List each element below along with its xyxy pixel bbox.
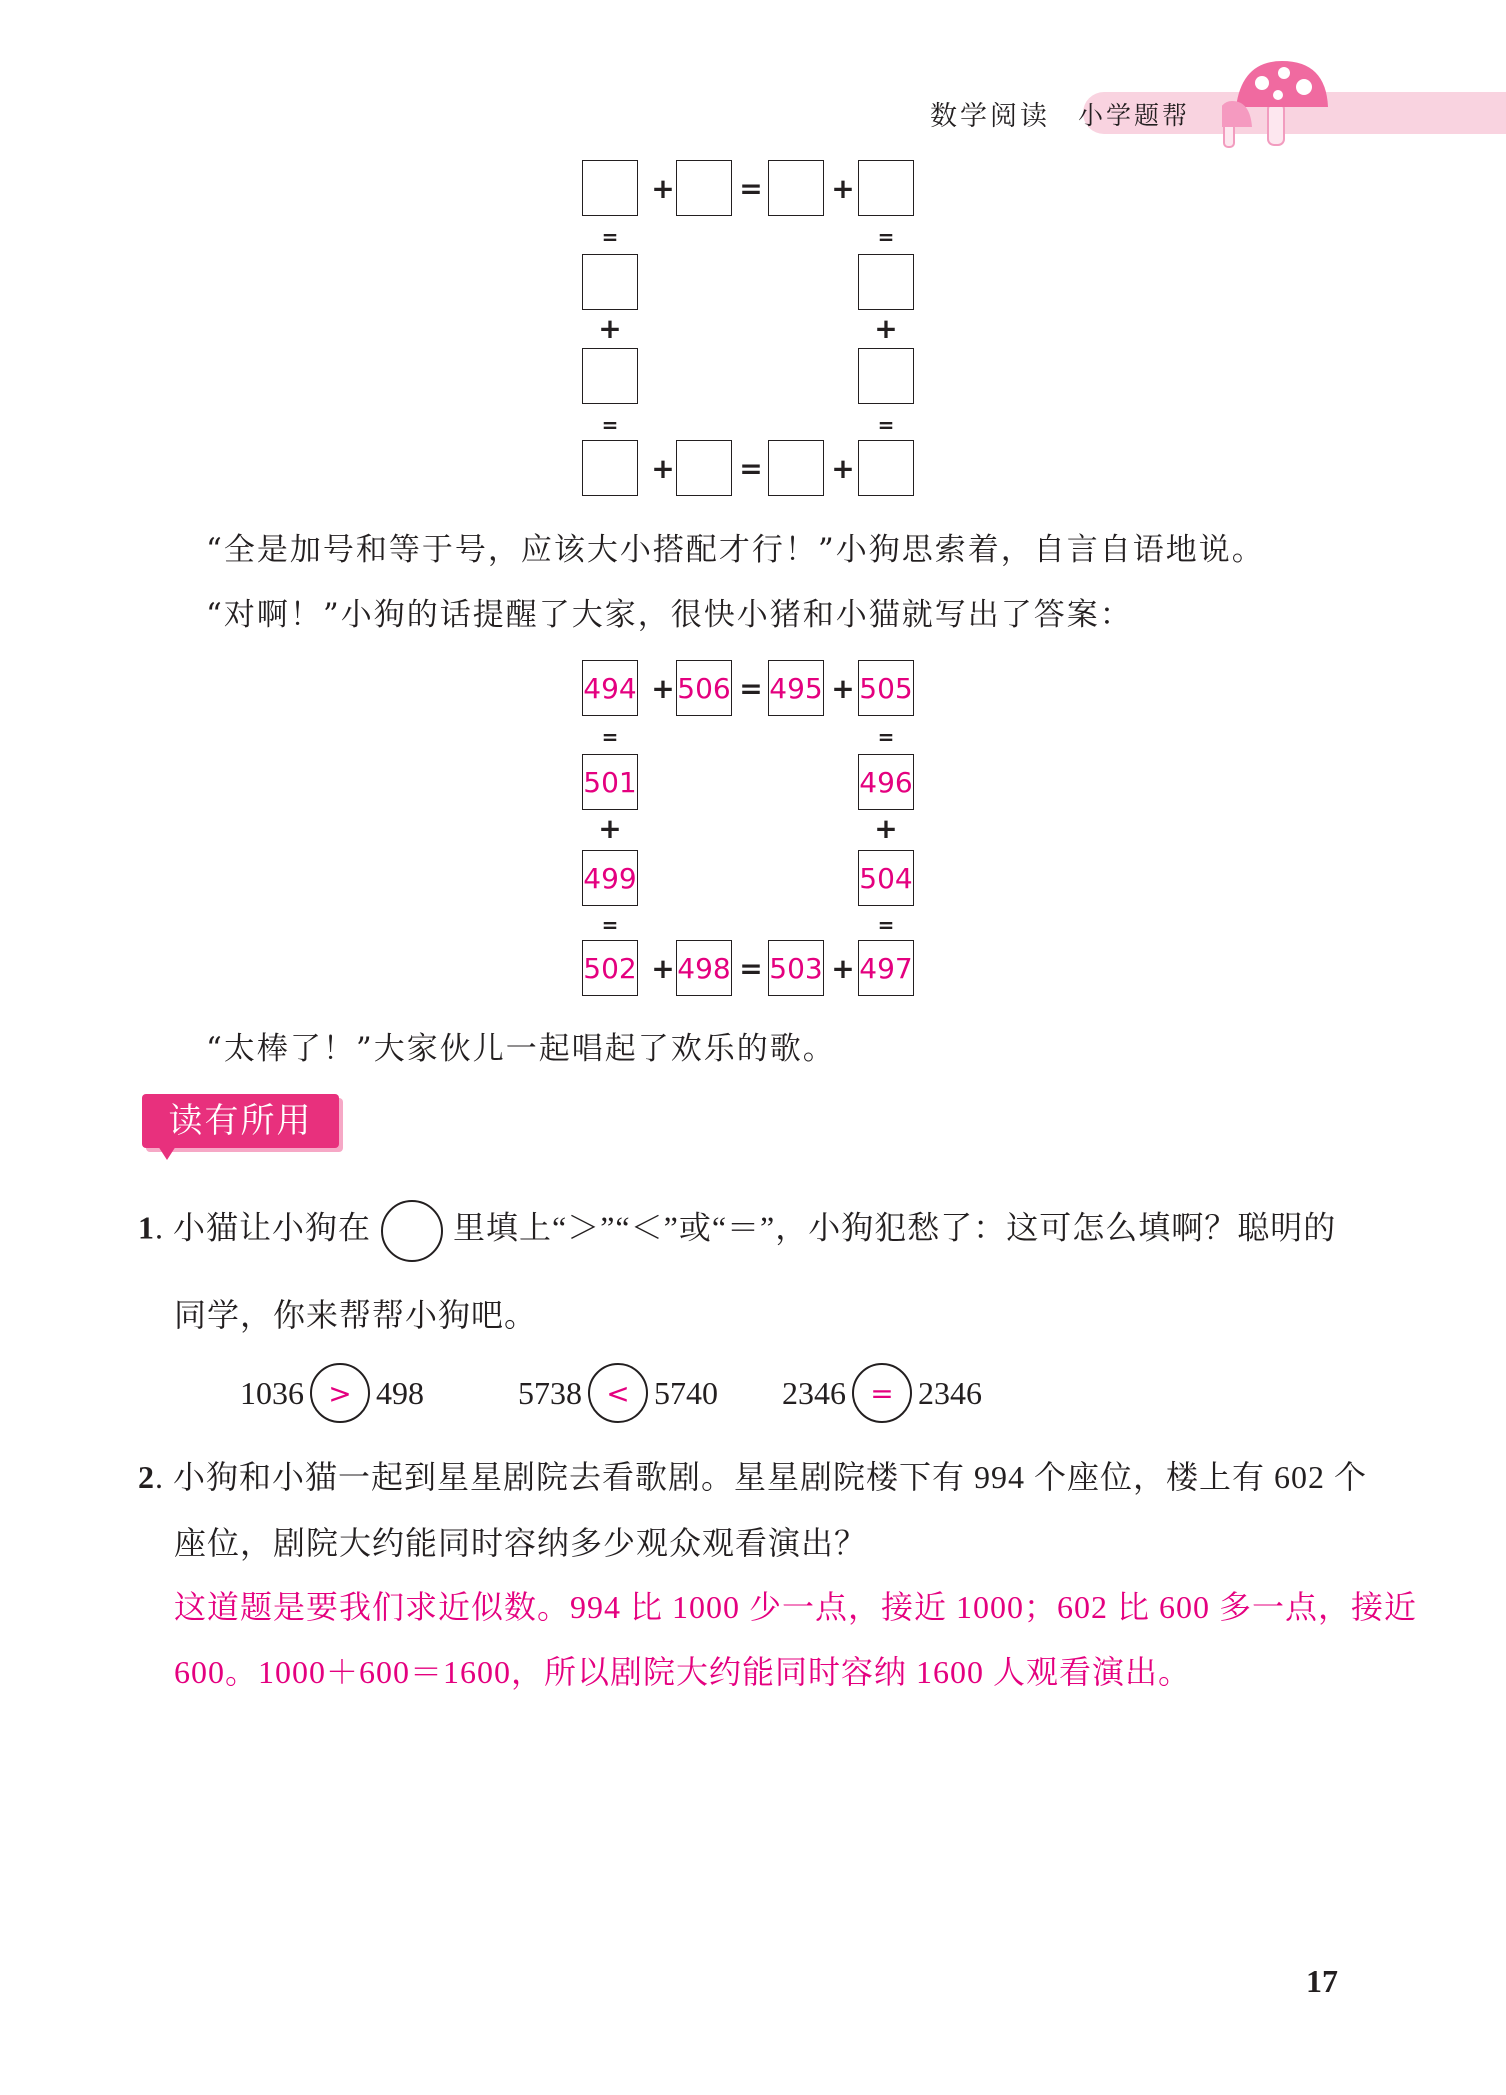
page-number: 17	[1306, 1963, 1338, 1999]
answer-box-top-3: 495	[768, 660, 824, 716]
comparison-left: 1036	[240, 1374, 304, 1411]
answer-box-right-1: 496	[858, 754, 914, 810]
comparison-circle[interactable]: <	[588, 1363, 648, 1423]
puzzle-box-right-2[interactable]	[858, 348, 914, 404]
equals-sign: =	[739, 451, 763, 485]
question-1-text-a: 小猫让小狗在	[173, 1209, 372, 1246]
equals-vertical: =	[877, 225, 895, 249]
puzzle-box-top-3[interactable]	[768, 160, 824, 216]
question-1-number: 1	[138, 1209, 155, 1246]
plus-sign: +	[831, 671, 855, 705]
answer-box-bottom-3: 503	[768, 940, 824, 996]
blank-circle-icon	[381, 1200, 443, 1262]
comparison-left: 5738	[518, 1374, 582, 1411]
answer-box-top-1: 494	[582, 660, 638, 716]
comparison-circle[interactable]: >	[310, 1363, 370, 1423]
puzzle-box-left-1[interactable]	[582, 254, 638, 310]
section-title: 读有所用	[168, 1101, 313, 1141]
answer-box-left-1: 501	[582, 754, 638, 810]
plus-sign: +	[651, 451, 675, 485]
story-line-1: “全是加号和等于号，应该大小搭配才行！”小狗思索着，自言自语地说。	[206, 532, 1265, 568]
plus-sign: +	[831, 451, 855, 485]
question-1-line-2: 同学，你来帮帮小狗吧。	[174, 1297, 538, 1333]
section-tag-tail	[158, 1146, 176, 1160]
story-line-3: “太棒了！”大家伙儿一起唱起了欢乐的歌。	[206, 1031, 836, 1067]
equals-vertical: =	[877, 725, 895, 749]
plus-sign: +	[874, 811, 898, 845]
comparison-left: 2346	[782, 1374, 846, 1411]
plus-sign: +	[651, 951, 675, 985]
equals-sign: =	[739, 951, 763, 985]
question-2-text-a: 小狗和小猫一起到星星剧院去看歌剧。星星剧院楼下有 994 个座位，楼上有 602 个	[173, 1459, 1368, 1495]
mushroom-icon	[1222, 55, 1342, 155]
equals-vertical: =	[601, 225, 619, 249]
puzzle-box-top-4[interactable]	[858, 160, 914, 216]
puzzle-box-bottom-3[interactable]	[768, 440, 824, 496]
book-title: 数学阅读	[930, 101, 1050, 132]
answer-box-bottom-1: 502	[582, 940, 638, 996]
answer-box-bottom-2: 498	[676, 940, 732, 996]
equals-vertical: =	[601, 413, 619, 437]
puzzle-box-top-1[interactable]	[582, 160, 638, 216]
comparison-right: 2346	[918, 1374, 982, 1411]
puzzle-box-bottom-4[interactable]	[858, 440, 914, 496]
puzzle-box-bottom-1[interactable]	[582, 440, 638, 496]
answer-box-top-2: 506	[676, 660, 732, 716]
plus-sign: +	[874, 311, 898, 345]
puzzle-box-top-2[interactable]	[676, 160, 732, 216]
question-2-line-2: 座位，剧院大约能同时容纳多少观众观看演出？	[174, 1525, 868, 1561]
question-2-number: 2	[138, 1459, 155, 1495]
comparison-right: 498	[376, 1374, 424, 1411]
story-line-2: “对啊！”小狗的话提醒了大家，很快小猪和小猫就写出了答案：	[206, 597, 1133, 633]
plus-sign: +	[598, 311, 622, 345]
question-dot: .	[155, 1459, 173, 1495]
puzzle-box-left-2[interactable]	[582, 348, 638, 404]
plus-sign: +	[651, 671, 675, 705]
question-1-line-1	[138, 1200, 1336, 1262]
series-title: 小学题帮	[1078, 101, 1191, 130]
question-1-text-b: 里填上“＞”“＜”或“＝”，小狗犯愁了：这可怎么填啊？聪明的	[453, 1209, 1337, 1246]
answer-box-left-2: 499	[582, 850, 638, 906]
plus-sign: +	[598, 811, 622, 845]
puzzle-box-bottom-2[interactable]	[676, 440, 732, 496]
plus-sign: +	[651, 171, 675, 205]
comparison-1	[240, 1358, 424, 1428]
equals-sign: =	[739, 671, 763, 705]
equals-vertical: =	[877, 913, 895, 937]
answer-box-top-4: 505	[858, 660, 914, 716]
plus-sign: +	[831, 951, 855, 985]
equals-sign: =	[739, 171, 763, 205]
equals-vertical: =	[601, 913, 619, 937]
comparison-3	[782, 1358, 982, 1428]
equals-vertical: =	[877, 413, 895, 437]
answer-line-1: 这道题是要我们求近似数。994 比 1000 少一点，接近 1000；602 比 600 多一点，接近	[174, 1589, 1418, 1625]
comparison-circle[interactable]: =	[852, 1363, 912, 1423]
equals-vertical: =	[601, 725, 619, 749]
comparison-2	[518, 1358, 718, 1428]
plus-sign: +	[831, 171, 855, 205]
answer-box-right-2: 504	[858, 850, 914, 906]
question-2-line-1	[138, 1452, 1367, 1498]
comparison-right: 5740	[654, 1374, 718, 1411]
question-dot: .	[155, 1209, 173, 1246]
answer-line-2: 600。1000＋600＝1600，所以剧院大约能同时容纳 1600 人观看演出。	[174, 1654, 1192, 1690]
puzzle-box-right-1[interactable]	[858, 254, 914, 310]
answer-box-bottom-4: 497	[858, 940, 914, 996]
empty-puzzle-grid	[582, 160, 922, 500]
answer-puzzle-grid	[582, 660, 922, 1000]
